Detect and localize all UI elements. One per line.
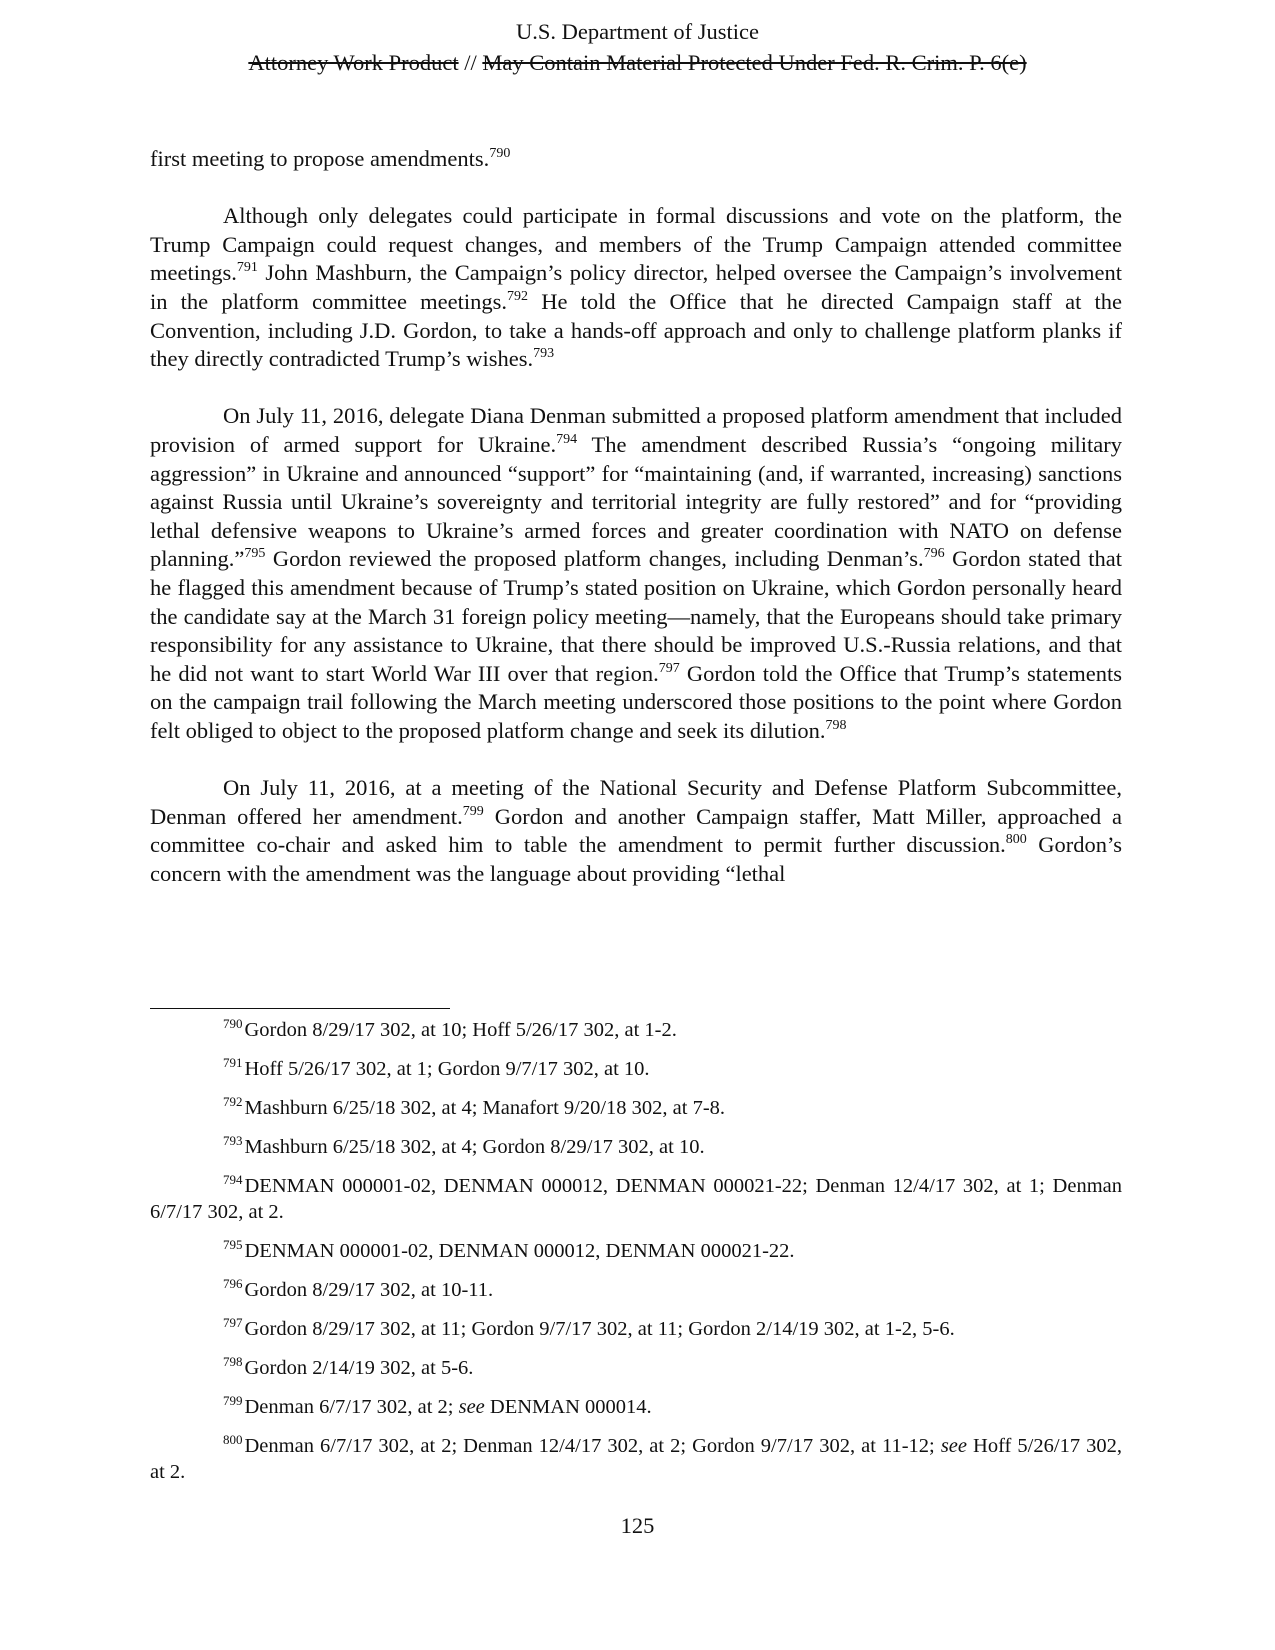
footnote-number: 798 bbox=[223, 1354, 243, 1369]
footnote-number: 795 bbox=[223, 1237, 243, 1252]
footnote bbox=[150, 1056, 1122, 1082]
footnote bbox=[150, 1355, 1122, 1381]
footnote-reference: 800 bbox=[1005, 832, 1027, 848]
footnote bbox=[150, 1238, 1122, 1264]
page-header bbox=[0, 16, 1275, 78]
paragraph-text: On July 11, 2016, at a meeting of the National Security and Defense Platform Subcommittee, Denman offered her amendment. bbox=[150, 775, 1122, 829]
footnote-reference: 794 bbox=[556, 431, 578, 447]
footnote-text: Denman 6/7/17 302, at 2; Denman 12/4/17 302, at 2; Gordon 9/7/17 302, at 11-12; bbox=[244, 1435, 941, 1457]
footnote bbox=[150, 1134, 1122, 1160]
paragraph bbox=[150, 202, 1122, 374]
footnote-text: DENMAN 000001-02, DENMAN 000012, DENMAN 000021-22; Denman 12/4/17 302, at 1; Denman 6/7/17 302, at 2. bbox=[150, 1175, 1122, 1223]
footnote-number: 794 bbox=[223, 1172, 243, 1187]
paragraph-text: Although only delegates could participate in formal discussions and vote on the platform, the Trump Campaign could request changes, and members of the Trump Campaign attended committee meetings. bbox=[150, 203, 1122, 286]
page-number: 125 bbox=[620, 1513, 655, 1538]
footnote-reference: 798 bbox=[825, 717, 847, 733]
paragraph-text: Gordon stated that he flagged this amendment because of Trump’s stated position on Ukraine, which Gordon personally heard the candidate say at the March 31 foreign policy meeting—namely, that the Europeans should take primary responsibility for any assistance to Ukraine, that there should be improved U.S.-Russia relations, and that he did not want to start World War III over that region. bbox=[150, 546, 1122, 686]
footnote-text: Gordon 8/29/17 302, at 10-11. bbox=[244, 1279, 494, 1301]
footnote-text: Hoff 5/26/17 302, at 1; Gordon 9/7/17 302, at 10. bbox=[244, 1058, 650, 1080]
footnote-text: Mashburn 6/25/18 302, at 4; Gordon 8/29/17 302, at 10. bbox=[244, 1136, 705, 1158]
footnote bbox=[150, 1173, 1122, 1225]
footnote-number: 791 bbox=[223, 1055, 243, 1070]
footnote-number: 797 bbox=[223, 1315, 243, 1330]
footnote-divider bbox=[150, 1008, 450, 1009]
footnote-reference: 795 bbox=[244, 546, 266, 562]
paragraph-text: Gordon told the Office that Trump’s statements on the campaign trail following the March meeting underscored those positions to the point where Gordon felt obliged to object to the proposed platform change and seek its dilution. bbox=[150, 660, 1122, 743]
paragraph-text: Gordon and another Campaign staffer, Matt Miller, approached a committee co-chair and asked him to table the amendment to permit further discussion. bbox=[150, 803, 1122, 858]
footnote-text: Gordon 2/14/19 302, at 5-6. bbox=[244, 1357, 474, 1379]
footnote bbox=[150, 1433, 1122, 1485]
body-text bbox=[150, 145, 1122, 917]
footnote-reference: 791 bbox=[236, 260, 258, 276]
footnote bbox=[150, 1095, 1122, 1121]
header-notice bbox=[0, 47, 1275, 78]
footnote-number: 793 bbox=[223, 1133, 243, 1148]
footnote-reference: 796 bbox=[923, 546, 945, 562]
paragraph-text: The amendment described Russia’s “ongoing military aggression” in Ukraine and announced “support” for “maintaining (and, if warranted, increasing) sanctions against Russia until Ukraine’s sovereignty and territorial integrity are fully restored” and for “providing lethal defensive weapons to Ukraine’s armed forces and greater coordination with NATO on defense planning.” bbox=[150, 431, 1122, 572]
footnote-reference: 792 bbox=[507, 288, 529, 304]
footnote-reference: 793 bbox=[533, 346, 555, 362]
footnote-number: 800 bbox=[223, 1432, 243, 1447]
italic-text: see bbox=[940, 1435, 967, 1457]
paragraph-text: He told the Office that he directed Campaign staff at the Convention, including J.D. Gordon, to take a hands-off approach and only to challenge platform planks if they directly contradicted Trump’s wishes. bbox=[150, 288, 1122, 372]
footnote bbox=[150, 1394, 1122, 1420]
footnote-number: 790 bbox=[223, 1016, 243, 1031]
footnote-text: Hoff 5/26/17 302, at 2. bbox=[150, 1435, 1122, 1483]
footnote-text: Gordon 8/29/17 302, at 11; Gordon 9/7/17 302, at 11; Gordon 2/14/19 302, at 1-2, 5-6. bbox=[244, 1318, 955, 1340]
header-protected-notice: May Contain Material Protected Under Fed. R. Crim. P. 6(e) bbox=[482, 50, 1027, 75]
footnote-text: Gordon 8/29/17 302, at 10; Hoff 5/26/17 302, at 1-2. bbox=[244, 1019, 677, 1041]
paragraph bbox=[150, 145, 1122, 174]
footnote-text: DENMAN 000001-02, DENMAN 000012, DENMAN 000021-22. bbox=[244, 1240, 795, 1262]
footnote bbox=[150, 1316, 1122, 1342]
footnote-reference: 790 bbox=[489, 146, 511, 161]
paragraph-text: Gordon reviewed the proposed platform changes, including Denman’s. bbox=[265, 546, 924, 572]
footnote-number: 796 bbox=[223, 1276, 243, 1291]
footnote-number: 799 bbox=[223, 1393, 243, 1408]
footnotes bbox=[150, 1017, 1122, 1498]
footnote-text: Denman 6/7/17 302, at 2; bbox=[244, 1396, 459, 1418]
paragraph bbox=[150, 402, 1122, 745]
footnote-number: 792 bbox=[223, 1094, 243, 1109]
paragraph-text: Gordon’s concern with the amendment was the language about providing “lethal bbox=[150, 832, 1123, 886]
footnote bbox=[150, 1017, 1122, 1043]
header-separator: // bbox=[458, 50, 483, 75]
footnote-reference: 799 bbox=[462, 803, 484, 819]
header-department: U.S. Department of Justice bbox=[515, 19, 760, 44]
paragraph bbox=[150, 774, 1122, 888]
paragraph-text: John Mashburn, the Campaign’s policy director, helped oversee the Campaign’s involvement in the platform committee meetings. bbox=[150, 260, 1122, 314]
paragraph-text: first meeting to propose amendments. bbox=[150, 146, 490, 171]
footnote-reference: 797 bbox=[658, 660, 680, 676]
header-work-product: Attorney Work Product bbox=[248, 50, 459, 75]
italic-text: see bbox=[458, 1396, 485, 1418]
footnote-text: DENMAN 000014. bbox=[484, 1396, 652, 1418]
footnote bbox=[150, 1277, 1122, 1303]
paragraph-text: On July 11, 2016, delegate Diana Denman submitted a proposed platform amendment that included provision of armed support for Ukraine. bbox=[150, 403, 1122, 457]
footnote-text: Mashburn 6/25/18 302, at 4; Manafort 9/20/18 302, at 7-8. bbox=[244, 1097, 726, 1119]
